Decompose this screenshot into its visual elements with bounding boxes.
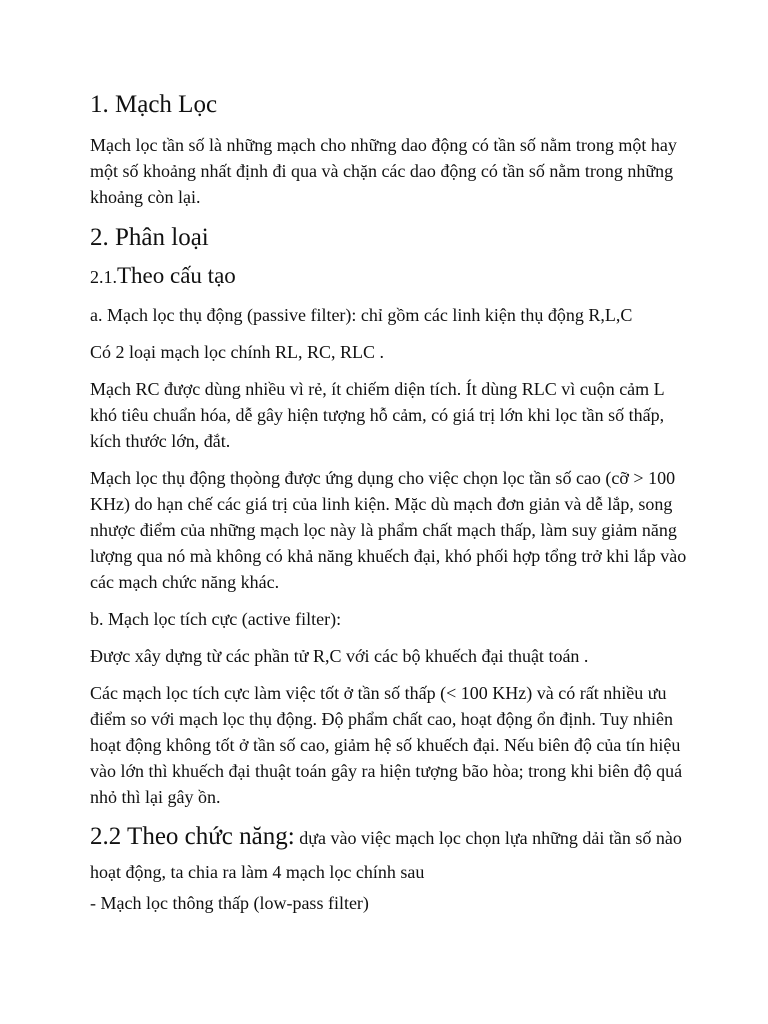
- paragraph-active-construction: Được xây dựng từ các phần tử R,C với các bộ khuếch đại thuật toán .: [90, 646, 589, 666]
- document-page: [90, 88, 690, 916]
- heading-phan-loai: 2. Phân loại: [90, 224, 209, 251]
- heading-theo-cau-tao: [90, 259, 690, 296]
- paragraph-rc-rlc: Mạch RC được dùng nhiều vì rẻ, ít chiếm diện tích. Ít dùng RLC vì cuộn cảm L khó tiêu chuẩn hóa, dễ gây hiện tượng hỗ cảm, có giá trị lớn khi lọc tần số thấp, kích thước lớn, đắt.: [90, 379, 665, 451]
- heading-mach-loc: 1. Mạch Lọc: [90, 91, 218, 118]
- paragraph-passive-filter: a. Mạch lọc thụ động (passive filter): chỉ gồm các linh kiện thụ động R,L,C: [90, 305, 633, 325]
- heading-text: Theo cấu tạo: [117, 263, 236, 288]
- paragraph-definition: Mạch lọc tần số là những mạch cho những dao động có tần số nằm trong một hay một số khoảng nhất định đi qua và chặn các dao động có tần số nằm trong những khoảng còn lại.: [90, 135, 677, 207]
- heading-number: 2.1.: [90, 267, 117, 287]
- heading-theo-chuc-nang: [90, 821, 690, 890]
- list-item-low-pass: - Mạch lọc thông thấp (low-pass filter): [90, 893, 369, 913]
- heading-intro: dựa vào việc mạch lọc chọn lựa những dải tần số nào hoạt động, ta chia ra làm 4 mạch lọc chính sau: [90, 828, 682, 882]
- heading-text: 2.2 Theo chức năng:: [90, 823, 295, 850]
- paragraph-filter-types: Có 2 loại mạch lọc chính RL, RC, RLC .: [90, 342, 384, 362]
- paragraph-passive-usage: Mạch lọc thụ động thọòng được ứng dụng cho việc chọn lọc tần số cao (cỡ > 100 KHz) do hạn chế các giá trị của linh kiện. Mặc dù mạch đơn giản và dễ lắp, song nhược điểm của những mạch lọc này là phẩm chất mạch thấp, làm suy giảm năng lượng qua nó mà không có khả năng khuếch đại, khó phối hợp tổng trở khi lắp vào các mạch chức năng khác.: [90, 468, 687, 592]
- paragraph-active-advantages: Các mạch lọc tích cực làm việc tốt ở tần số thấp (< 100 KHz) và có rất nhiều ưu điểm so với mạch lọc thụ động. Độ phẩm chất cao, hoạt động ổn định. Tuy nhiên hoạt động không tốt ở tần số cao, giảm hệ số khuếch đại. Nếu biên độ của tín hiệu vào lớn thì khuếch đại thuật toán gây ra hiện tượng bão hòa; trong khi biên độ quá nhỏ thì lại gây ồn.: [90, 683, 683, 807]
- paragraph-active-filter: b. Mạch lọc tích cực (active filter):: [90, 609, 342, 629]
